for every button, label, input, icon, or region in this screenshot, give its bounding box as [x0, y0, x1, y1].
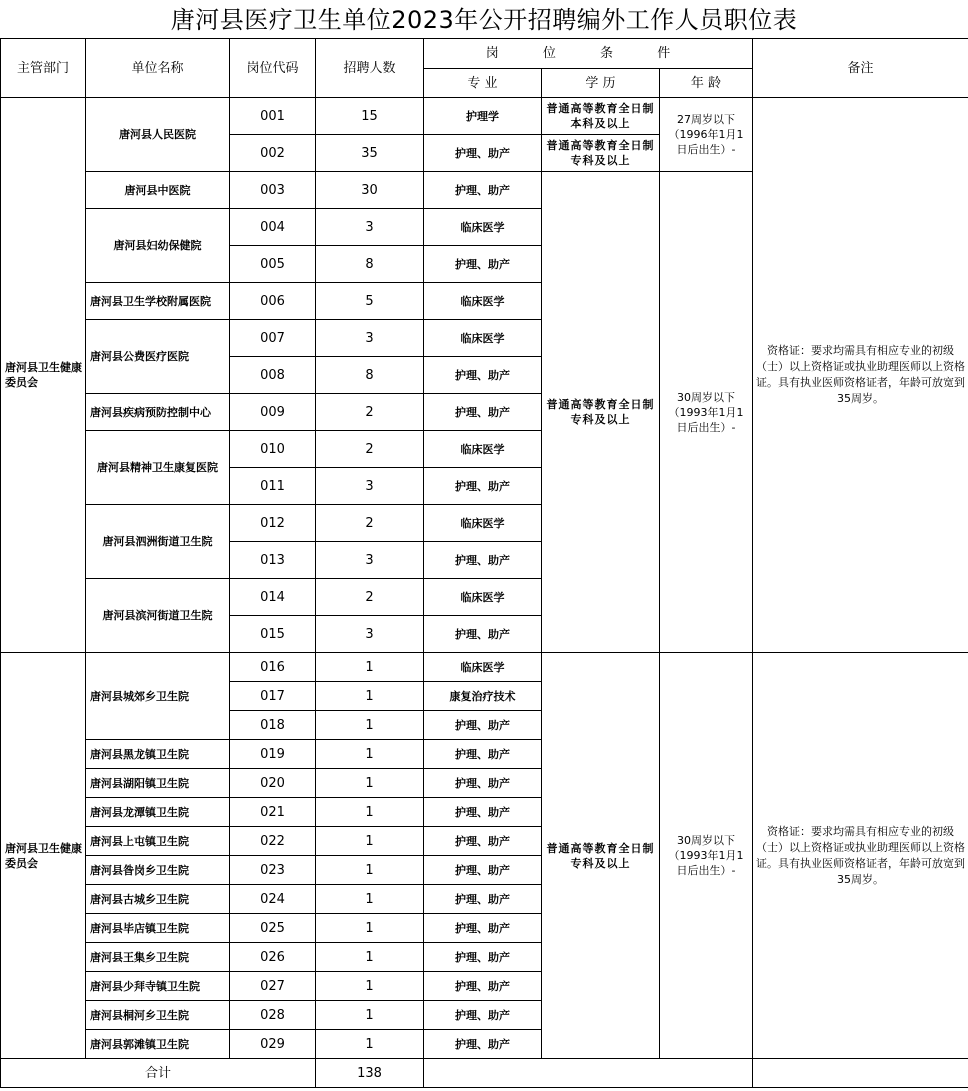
- hire-count: 1: [316, 1001, 424, 1030]
- unit-name: 唐河县滨河街道卫生院: [86, 579, 230, 653]
- position-code: 021: [230, 798, 316, 827]
- position-code: 022: [230, 827, 316, 856]
- unit-name: 唐河县妇幼保健院: [86, 209, 230, 283]
- major-cell: 护理、助产: [424, 740, 542, 769]
- unit-name: 唐河县中医院: [86, 172, 230, 209]
- unit-name: 唐河县王集乡卫生院: [86, 943, 230, 972]
- header-education: 学 历: [542, 69, 660, 98]
- age-cell: 30周岁以下（1993年1月1日后出生）-: [660, 653, 753, 1059]
- hire-count: 1: [316, 798, 424, 827]
- unit-name: 唐河县昝岗乡卫生院: [86, 856, 230, 885]
- header-unit: 单位名称: [86, 39, 230, 98]
- position-code: 010: [230, 431, 316, 468]
- header-code: 岗位代码: [230, 39, 316, 98]
- major-cell: 护理、助产: [424, 135, 542, 172]
- hire-count: 1: [316, 711, 424, 740]
- hire-count: 1: [316, 827, 424, 856]
- major-cell: 护理、助产: [424, 827, 542, 856]
- major-cell: 临床医学: [424, 283, 542, 320]
- unit-name: 唐河县上屯镇卫生院: [86, 827, 230, 856]
- positions-table: [0, 38, 968, 1088]
- hire-count: 8: [316, 246, 424, 283]
- position-code: 004: [230, 209, 316, 246]
- hire-count: 3: [316, 542, 424, 579]
- dept-cell: 唐河县卫生健康委员会: [1, 653, 86, 1059]
- major-cell: 临床医学: [424, 653, 542, 682]
- hire-count: 35: [316, 135, 424, 172]
- position-code: 018: [230, 711, 316, 740]
- major-cell: 护理、助产: [424, 856, 542, 885]
- hire-count: 1: [316, 885, 424, 914]
- major-cell: 康复治疗技术: [424, 682, 542, 711]
- position-code: 006: [230, 283, 316, 320]
- unit-name: 唐河县郭滩镇卫生院: [86, 1030, 230, 1059]
- hire-count: 8: [316, 357, 424, 394]
- unit-name: 唐河县疾病预防控制中心: [86, 394, 230, 431]
- position-code: 013: [230, 542, 316, 579]
- major-cell: 临床医学: [424, 431, 542, 468]
- hire-count: 2: [316, 431, 424, 468]
- header-count: 招聘人数: [316, 39, 424, 98]
- total-value: 138: [316, 1059, 424, 1088]
- position-code: 029: [230, 1030, 316, 1059]
- header-major: 专 业: [424, 69, 542, 98]
- position-code: 024: [230, 885, 316, 914]
- major-cell: 护理、助产: [424, 542, 542, 579]
- major-cell: 护理、助产: [424, 972, 542, 1001]
- major-cell: 护理、助产: [424, 1001, 542, 1030]
- hire-count: 1: [316, 1030, 424, 1059]
- position-code: 020: [230, 769, 316, 798]
- major-cell: 护理、助产: [424, 616, 542, 653]
- unit-name: 唐河县泗洲街道卫生院: [86, 505, 230, 579]
- hire-count: 2: [316, 394, 424, 431]
- major-cell: 护理、助产: [424, 172, 542, 209]
- hire-count: 3: [316, 616, 424, 653]
- major-cell: 护理、助产: [424, 357, 542, 394]
- total-label: 合计: [1, 1059, 316, 1088]
- unit-name: 唐河县精神卫生康复医院: [86, 431, 230, 505]
- major-cell: 临床医学: [424, 579, 542, 616]
- major-cell: 护理学: [424, 98, 542, 135]
- age-cell: 27周岁以下（1996年1月1日后出生）-: [660, 98, 753, 172]
- unit-name: 唐河县人民医院: [86, 98, 230, 172]
- major-cell: 护理、助产: [424, 1030, 542, 1059]
- hire-count: 1: [316, 740, 424, 769]
- hire-count: 1: [316, 972, 424, 1001]
- unit-name: 唐河县龙潭镇卫生院: [86, 798, 230, 827]
- age-cell: 30周岁以下（1993年1月1日后出生）-: [660, 172, 753, 653]
- unit-name: 唐河县城郊乡卫生院: [86, 653, 230, 740]
- header-age: 年 龄: [660, 69, 753, 98]
- total-remark-empty: [753, 1059, 968, 1088]
- unit-name: 唐河县卫生学校附属医院: [86, 283, 230, 320]
- hire-count: 1: [316, 682, 424, 711]
- major-cell: 护理、助产: [424, 798, 542, 827]
- position-code: 007: [230, 320, 316, 357]
- hire-count: 30: [316, 172, 424, 209]
- education-cell: 普通高等教育全日制专科及以上: [542, 653, 660, 1059]
- position-code: 011: [230, 468, 316, 505]
- major-cell: 护理、助产: [424, 769, 542, 798]
- major-cell: 护理、助产: [424, 914, 542, 943]
- hire-count: 3: [316, 209, 424, 246]
- dept-cell: 唐河县卫生健康委员会: [1, 98, 86, 653]
- education-cell: 普通高等教育全日制专科及以上: [542, 172, 660, 653]
- hire-count: 1: [316, 856, 424, 885]
- hire-count: 1: [316, 769, 424, 798]
- position-code: 012: [230, 505, 316, 542]
- education-cell: 普通高等教育全日制本科及以上: [542, 98, 660, 135]
- position-code: 008: [230, 357, 316, 394]
- hire-count: 5: [316, 283, 424, 320]
- hire-count: 2: [316, 505, 424, 542]
- major-cell: 临床医学: [424, 505, 542, 542]
- position-code: 019: [230, 740, 316, 769]
- position-code: 026: [230, 943, 316, 972]
- position-code: 009: [230, 394, 316, 431]
- unit-name: 唐河县公费医疗医院: [86, 320, 230, 394]
- major-cell: 护理、助产: [424, 468, 542, 505]
- remark-cell: 资格证：要求均需具有相应专业的初级（士）以上资格证或执业助理医师以上资格证。具有执业医师资格证者，年龄可放宽到35周岁。: [753, 653, 968, 1059]
- header-remark: 备注: [753, 39, 968, 98]
- major-cell: 护理、助产: [424, 943, 542, 972]
- position-code: 002: [230, 135, 316, 172]
- unit-name: 唐河县毕店镇卫生院: [86, 914, 230, 943]
- position-code: 005: [230, 246, 316, 283]
- hire-count: 3: [316, 468, 424, 505]
- position-code: 016: [230, 653, 316, 682]
- major-cell: 临床医学: [424, 320, 542, 357]
- major-cell: 临床医学: [424, 209, 542, 246]
- unit-name: 唐河县黑龙镇卫生院: [86, 740, 230, 769]
- position-code: 014: [230, 579, 316, 616]
- header-conditions: 岗 位 条 件: [424, 39, 753, 69]
- hire-count: 15: [316, 98, 424, 135]
- hire-count: 2: [316, 579, 424, 616]
- position-code: 015: [230, 616, 316, 653]
- header-dept: 主管部门: [1, 39, 86, 98]
- major-cell: 护理、助产: [424, 246, 542, 283]
- major-cell: 护理、助产: [424, 394, 542, 431]
- position-code: 017: [230, 682, 316, 711]
- unit-name: 唐河县古城乡卫生院: [86, 885, 230, 914]
- education-cell: 普通高等教育全日制专科及以上: [542, 135, 660, 172]
- position-code: 023: [230, 856, 316, 885]
- unit-name: 唐河县桐河乡卫生院: [86, 1001, 230, 1030]
- major-cell: 护理、助产: [424, 711, 542, 740]
- position-code: 003: [230, 172, 316, 209]
- unit-name: 唐河县少拜寺镇卫生院: [86, 972, 230, 1001]
- position-code: 027: [230, 972, 316, 1001]
- total-empty: [424, 1059, 753, 1088]
- unit-name: 唐河县湖阳镇卫生院: [86, 769, 230, 798]
- hire-count: 3: [316, 320, 424, 357]
- hire-count: 1: [316, 914, 424, 943]
- major-cell: 护理、助产: [424, 885, 542, 914]
- hire-count: 1: [316, 943, 424, 972]
- page-title: 唐河县医疗卫生单位2023年公开招聘编外工作人员职位表: [170, 6, 798, 34]
- position-code: 025: [230, 914, 316, 943]
- remark-cell: 资格证：要求均需具有相应专业的初级（士）以上资格证或执业助理医师以上资格证。具有执业医师资格证者，年龄可放宽到35周岁。: [753, 98, 968, 653]
- position-code: 028: [230, 1001, 316, 1030]
- position-code: 001: [230, 98, 316, 135]
- hire-count: 1: [316, 653, 424, 682]
